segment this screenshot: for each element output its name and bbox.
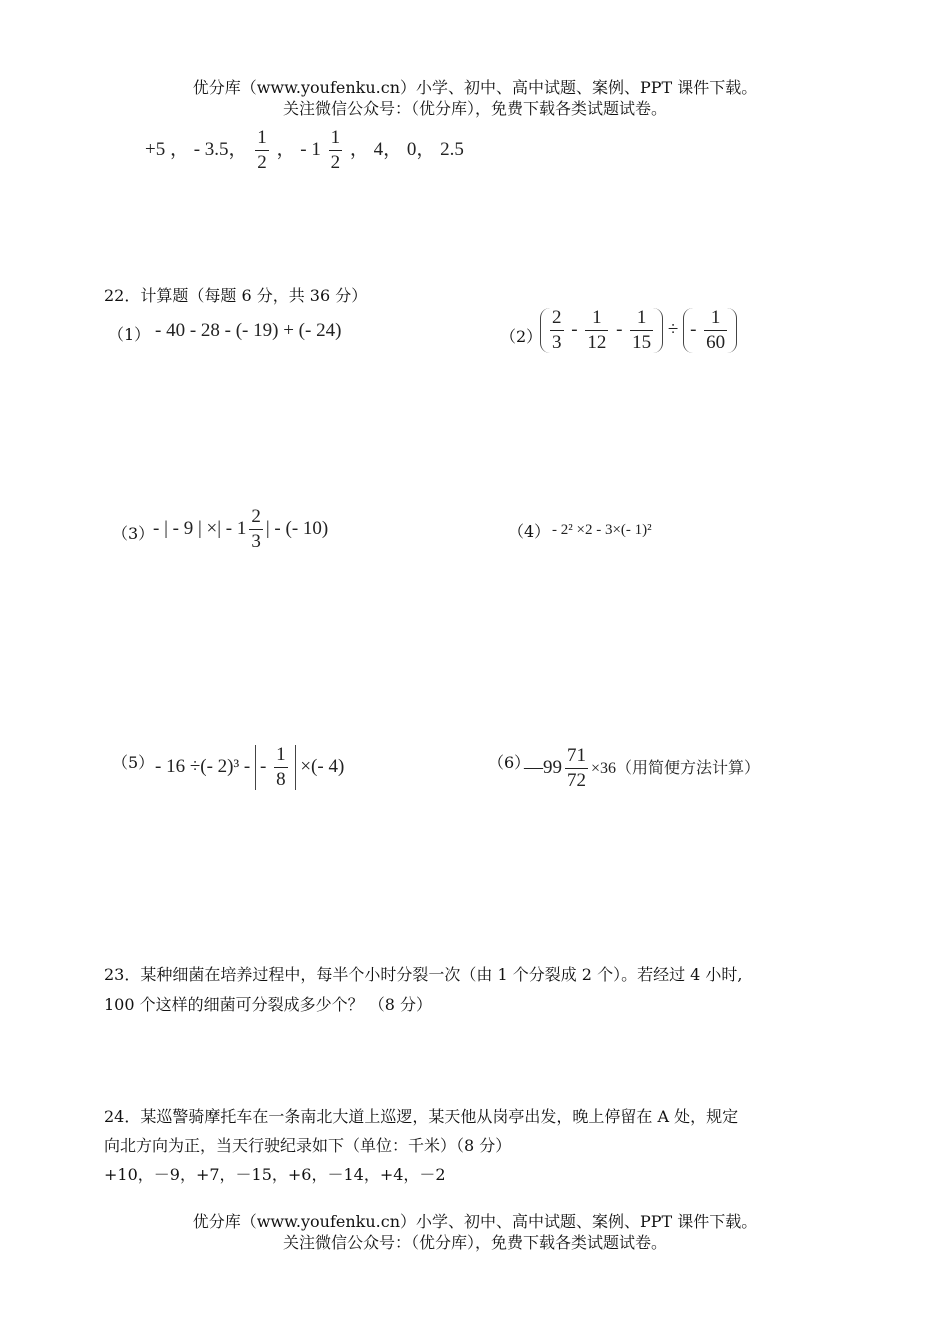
numbers-row-part-b: ， - 1 (276, 138, 321, 160)
q22-p3-expr: - | - 9 | ×| - 1 $\frac{2}{3}$ | - (- 10) (153, 506, 329, 552)
footer-line-1: 优分库（www.youfenku.cn）小学、初中、高中试题、案例、PPT 课件下载。 (192, 1212, 758, 1231)
q22-p4-label: （4） (508, 522, 551, 541)
q22-p5-abs-group: - $\frac{1}{8}$ (255, 745, 296, 790)
numbers-row-part-a: +5 ， - 3.5， (145, 138, 248, 160)
q24-line-1: 24．某巡警骑摩托车在一条南北大道上巡逻，某天他从岗亭出发，晚上停留在 A 处，规定 (104, 1107, 739, 1126)
numbers-row (145, 128, 464, 173)
q22-title: 22．计算题（每题 6 分，共 36 分） (104, 286, 368, 305)
q22-p6-expr: —99 $\frac{71}{72}$ ×36（用简便方法计算） (524, 745, 761, 791)
q22-p1-label: （1） (108, 325, 151, 344)
q22-p2-left-paren-group: $\frac{2}{3}$ - $\frac{1}{12}$ - $\frac{1}{15}$ (540, 308, 663, 353)
fraction-one-half: $\frac{1}{2}$ (257, 127, 267, 173)
header-line-1: 优分库（www.youfenku.cn）小学、初中、高中试题、案例、PPT 课件下载。 (192, 78, 758, 97)
q22-p6-label: （6） (488, 753, 531, 772)
header-line-2: 关注微信公众号：（优分库），免费下载各类试题试卷。 (282, 99, 667, 118)
q23-line-1: 23．某种细菌在培养过程中，每半个小时分裂一次（由 1 个分裂成 2 个）。若经过 4 小时, (104, 965, 743, 984)
q23-line-2: 100 个这样的细菌可分裂成多少个？ （8 分） (104, 995, 432, 1014)
q22-p2-label: （2） (500, 327, 543, 346)
fraction-mixed-half: $\frac{1}{2}$ (330, 127, 341, 173)
q22-p3-label: （3） (112, 524, 155, 543)
q22-p4-expr: - 2² ×2 - 3×(- 1)² (552, 522, 652, 538)
q24-line-2: 向北方向为正，当天行驶纪录如下（单位：千米）（8 分） (104, 1136, 512, 1155)
q22-p2-expr: $\frac{2}{3}$ - $\frac{1}{12}$ - $\frac{1}{15}$ ÷ - $\frac{1}{60}$ (540, 308, 737, 353)
numbers-row-part-c: ， 4， 0， 2.5 (349, 138, 464, 160)
q22-p2-right-paren-group: - $\frac{1}{60}$ (683, 308, 737, 353)
q22-p5-expr: - 16 ÷(- 2)³ - - $\frac{1}{8}$ ×(- 4) (155, 744, 345, 790)
q22-p1-expr: - 40 - 28 - (- 19) + (- 24) (155, 320, 342, 341)
q24-line-3: +10，－9，+7，－15，+6，－14，+4，－2 (104, 1165, 446, 1184)
footer-line-2: 关注微信公众号：（优分库），免费下载各类试题试卷。 (282, 1233, 667, 1252)
q22-p5-label: （5） (112, 753, 155, 772)
